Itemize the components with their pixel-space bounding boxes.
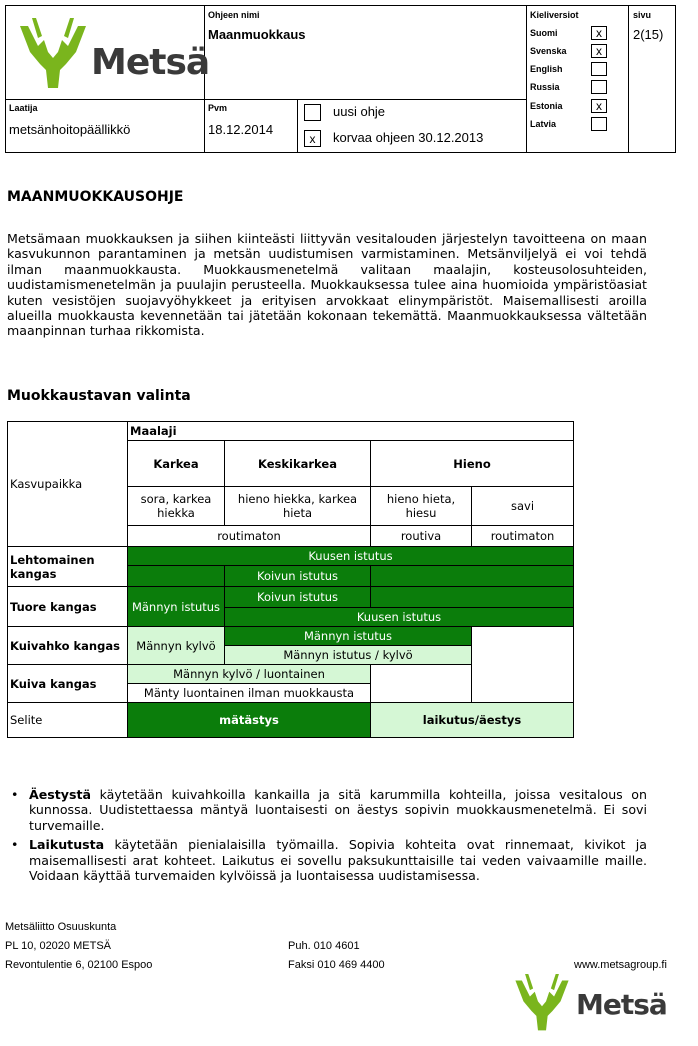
language-suomi: Suomi xyxy=(530,28,558,38)
kuiva-kangas-label: Kuiva kangas xyxy=(8,665,128,703)
language-estonia: Estonia xyxy=(530,101,563,111)
empty-savi-cell xyxy=(472,627,574,703)
footer-web-link[interactable]: www.metsagroup.fi xyxy=(574,959,667,971)
lehto-hieno-fill xyxy=(371,566,574,587)
karkea-sub: sora, karkea hiekka xyxy=(128,487,225,526)
tuore-kangas-label: Tuore kangas xyxy=(8,587,128,627)
bullet-list xyxy=(7,787,647,883)
checkbox-english[interactable] xyxy=(591,62,607,76)
method-selection-table xyxy=(7,421,574,738)
language-english: English xyxy=(530,64,563,74)
mannyn-istutus-tuore: Männyn istutus xyxy=(128,587,225,627)
checkbox-svenska[interactable]: x xyxy=(591,44,607,58)
tuore-hieno-fill xyxy=(371,587,574,608)
section-title: Muokkaustavan valinta xyxy=(7,388,191,404)
keskikarkea-header: Keskikarkea xyxy=(225,441,371,487)
footer-logo xyxy=(512,970,682,1030)
guide-name-caption: Ohjeen nimi xyxy=(208,10,260,20)
antler-logo-icon xyxy=(18,18,88,90)
kuusen-istutus-tuore: Kuusen istutus xyxy=(225,608,574,627)
author: metsänhoitopäällikkö xyxy=(9,122,131,137)
savi-sub: savi xyxy=(472,487,574,526)
bullet-laikutus-bold: Laikutusta xyxy=(29,837,105,853)
kasvupaikka-header: Kasvupaikka xyxy=(8,422,128,547)
page-number: 2(15) xyxy=(633,27,664,42)
checkbox-estonia[interactable]: x xyxy=(591,99,607,113)
hieno-sub: hieno hieta, hiesu xyxy=(371,487,472,526)
keskikarkea-sub: hieno hiekka, karkea hieta xyxy=(225,487,371,526)
document-title: MAANMUOKKAUSOHJE xyxy=(7,189,184,205)
replace-guide-label: korvaa ohjeen 30.12.2013 xyxy=(333,130,484,145)
koivun-istutus-lehto: Koivun istutus xyxy=(225,566,371,587)
language-russia: Russia xyxy=(530,82,560,92)
lehto-karkea-fill xyxy=(128,566,225,587)
routiva-cell: routiva xyxy=(371,526,472,547)
matastys-legend: mätästys xyxy=(128,703,371,738)
footer-antler-logo-icon xyxy=(512,974,572,1032)
bullet-aestys-text: käytetään kuivahkoilla kankailla ja sitä karummilla kohteilla, joissa vesitalous on kunnossa. Uudistettaessa mäntyä luontaisesti on äestys sopivin muokkausmenetelmä. Ei sovi turvemaille. xyxy=(29,787,647,833)
footer-address1: PL 10, 02020 METSÄ xyxy=(5,940,111,952)
karkea-header: Karkea xyxy=(128,441,225,487)
bullet-laikutus: • Laikutusta käytetään pienialaisilla työmailla. Sopivia kohteita ovat rinnemaat, kivikot ja maisemallisesti arat kohteet. Laikutus ei sovellu paksukunttaisille tai veden vaivaamille maille. Voidaan käyttää turvemaiden kylvöissä ja luontaisessa uudistamisessa. xyxy=(11,837,647,884)
language-svenska: Svenska xyxy=(530,46,567,56)
maalaji-header: Maalaji xyxy=(128,422,574,441)
bullet-laikutus-text: käytetään pienialaisilla työmailla. Sopivia kohteita ovat rinnemaat, kivikot ja maisemallisesti arat kohteet. Laikutus ei sovellu paksukunttaisille tai veden vaivaamille maille. Voidaan käyttää turvemaiden kylvöissä ja luontaisessa uudistamisessa. xyxy=(29,837,647,884)
page-caption: sivu xyxy=(633,10,652,20)
bullet-aestys: • Äestystä käytetään kuivahkoilla kankailla ja sitä karummilla kohteilla, joissa vesitalous on kunnossa. Uudistettaessa mäntyä luontaisesti on äestys sopivin muokkausmenetelmä. Ei sovi turvemaille. xyxy=(11,787,647,833)
routimaton-savi-cell: routimaton xyxy=(472,526,574,547)
new-guide-label: uusi ohje xyxy=(333,104,386,119)
selite-label: Selite xyxy=(8,703,128,738)
footer-phone: Puh. 010 4601 xyxy=(288,940,360,952)
routimaton-cell: routimaton xyxy=(128,526,371,547)
metsa-logo xyxy=(18,12,210,92)
intro-paragraph: Metsämaan muokkauksen ja siihen kiinteästi liittyvän vesitalouden järjestelyn tavoitteena on maan kasvukunnon parantaminen ja metsän uudistumisen varmistaminen. Metsänviljelyä ei voi tehdä ilman maanmuokkausta. Muokkausmenetelmä valitaan maalajin, kosteusolosuhteiden, uudistamismenetelmän ja puulajin perusteella. Muokkauksessa tulee aina huomioida ympäristöasiat kuten vesistöjen suojavyöhykkeet ja erityisen arvokkaat elinympäristöt. Maisemallisesti aroilla alueilla muokkausta kevennetään tai jätetään kokonaan tekemättä. Maanmuokkauksessa vältetään maanpinnan turhaa rikkomista. xyxy=(7,231,647,339)
footer-org: Metsäliitto Osuuskunta xyxy=(5,921,117,933)
empty-hieno-cell xyxy=(371,665,472,703)
logo-text: Metsä xyxy=(91,42,210,83)
mannyn-kylvo-kuivahko: Männyn kylvö xyxy=(128,627,225,665)
footer-logo-text: Metsä xyxy=(576,988,667,1021)
bullet-aestys-bold: Äestystä xyxy=(29,787,92,802)
laikutus-legend: laikutus/äestys xyxy=(371,703,574,738)
checkbox-russia[interactable] xyxy=(591,80,607,94)
author-caption: Laatija xyxy=(9,103,38,113)
koivun-istutus-tuore: Koivun istutus xyxy=(225,587,371,608)
languages-caption: Kieliversiot xyxy=(530,10,579,20)
kuusen-istutus-lehto: Kuusen istutus xyxy=(128,547,574,566)
checkbox-latvia[interactable] xyxy=(591,117,607,131)
manty-luontainen: Mänty luontainen ilman muokkausta xyxy=(128,684,371,703)
hieno-header: Hieno xyxy=(371,441,574,487)
mannyn-istutus-kuivahko: Männyn istutus xyxy=(225,627,472,646)
footer-address2: Revontulentie 6, 02100 Espoo xyxy=(5,959,153,971)
guide-name: Maanmuokkaus xyxy=(208,27,306,42)
new-guide-checkbox[interactable] xyxy=(304,104,321,121)
footer-fax: Faksi 010 469 4400 xyxy=(288,959,385,971)
date: 18.12.2014 xyxy=(208,122,274,137)
language-latvia: Latvia xyxy=(530,119,557,129)
kuivahko-kangas-label: Kuivahko kangas xyxy=(8,627,128,665)
mannyn-istutus-kylvo-kuivahko: Männyn istutus / kylvö xyxy=(225,646,472,665)
date-caption: Pvm xyxy=(208,103,228,113)
checkbox-suomi[interactable]: x xyxy=(591,26,607,40)
lehtomainen-kangas-label: Lehtomainen kangas xyxy=(8,547,128,587)
mannyn-kylvo-luontainen: Männyn kylvö / luontainen xyxy=(128,665,371,684)
replace-guide-checkbox[interactable]: x xyxy=(304,130,321,147)
